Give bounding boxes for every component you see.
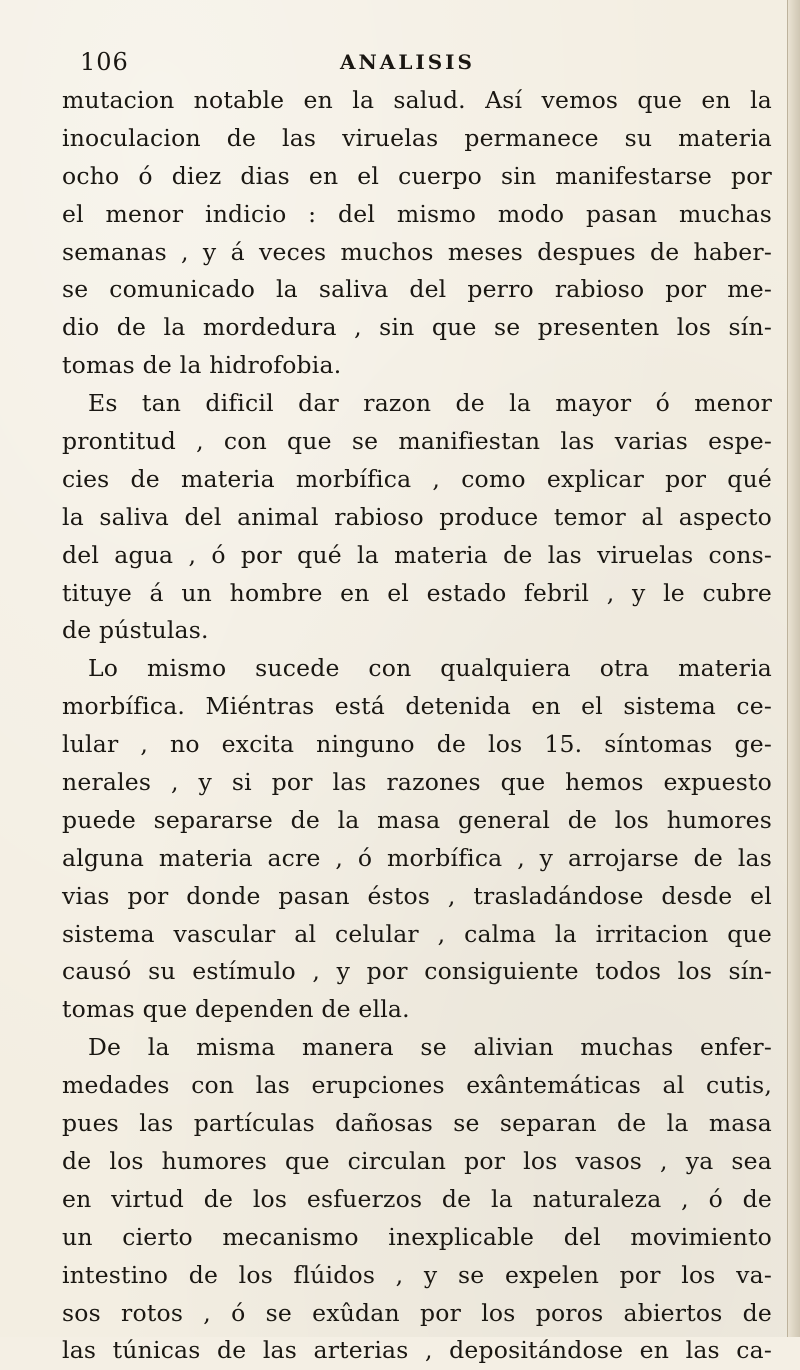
- text-line: sos rotos , ó se exûdan por los poros abiertos de: [62, 1298, 772, 1327]
- paragraph-end-line: tomas que dependen de ella.: [62, 995, 410, 1024]
- text-line: alguna materia acre , ó morbífica , y arrojarse de las: [62, 843, 772, 872]
- text-line: semanas , y á veces muchos meses despues de haber-: [62, 237, 772, 266]
- page-number: 106: [80, 48, 129, 76]
- text-line: prontitud , con que se manifiestan las varias espe-: [62, 427, 772, 456]
- text-line: causó su estímulo , y por consiguiente todos los sín-: [62, 957, 772, 986]
- text-line: puede separarse de la masa general de los humores: [62, 805, 772, 834]
- text-line: dio de la mordedura , sin que se presenten los sín-: [62, 313, 772, 342]
- text-line: un cierto mecanismo inexplicable del movimiento: [62, 1222, 772, 1251]
- paragraph-start-line: Lo mismo sucede con qualquiera otra materia: [88, 654, 772, 683]
- text-line: pues las partículas dañosas se separan de la masa: [62, 1109, 772, 1138]
- paragraph-end-line: de pústulas.: [62, 616, 209, 645]
- text-line: el menor indicio : del mismo modo pasan muchas: [62, 199, 772, 228]
- text-line: intestino de los flúidos , y se expelen por los va-: [62, 1260, 772, 1289]
- text-line: lular , no excita ninguno de los 15. síntomas ge-: [62, 730, 772, 759]
- text-line: la saliva del animal rabioso produce temor al aspecto: [62, 502, 772, 531]
- text-line: sistema vascular al celular , calma la irritacion que: [62, 919, 772, 948]
- paragraph-end-line: tomas de la hidrofobia.: [62, 351, 342, 380]
- text-line: medades con las erupciones exântemáticas al cutis,: [62, 1071, 772, 1100]
- text-line: de los humores que circulan por los vasos , ya sea: [62, 1146, 772, 1175]
- paragraph-start-line: De la misma manera se alivian muchas enfer-: [88, 1033, 772, 1062]
- page-edge-shadow: [787, 0, 800, 1337]
- text-line: en virtud de los esfuerzos de la naturaleza , ó de: [62, 1184, 772, 1213]
- page-header: [80, 48, 770, 82]
- text-line: morbífica. Miéntras está detenida en el sistema ce-: [62, 692, 772, 721]
- text-line: se comunicado la saliva del perro rabioso por me-: [62, 275, 772, 304]
- text-line: las túnicas de las arterias , depositándose en las ca-: [62, 1336, 772, 1365]
- text-line: inoculacion de las viruelas permanece su materia: [62, 123, 772, 152]
- running-head: ANALISIS: [340, 50, 475, 74]
- text-line: vias por donde pasan éstos , trasladándose desde el: [62, 881, 772, 910]
- body-text: [62, 82, 772, 1370]
- text-line: ocho ó diez dias en el cuerpo sin manifestarse por: [62, 161, 772, 190]
- paragraph-start-line: Es tan dificil dar razon de la mayor ó menor: [88, 389, 772, 418]
- text-line: mutacion notable en la salud. Así vemos que en la: [62, 86, 772, 114]
- text-line: tituye á un hombre en el estado febril , y le cubre: [62, 578, 772, 607]
- text-line: cies de materia morbífica , como explicar por qué: [62, 464, 772, 493]
- text-line: nerales , y si por las razones que hemos expuesto: [62, 768, 772, 797]
- text-line: del agua , ó por qué la materia de las viruelas cons-: [62, 540, 772, 569]
